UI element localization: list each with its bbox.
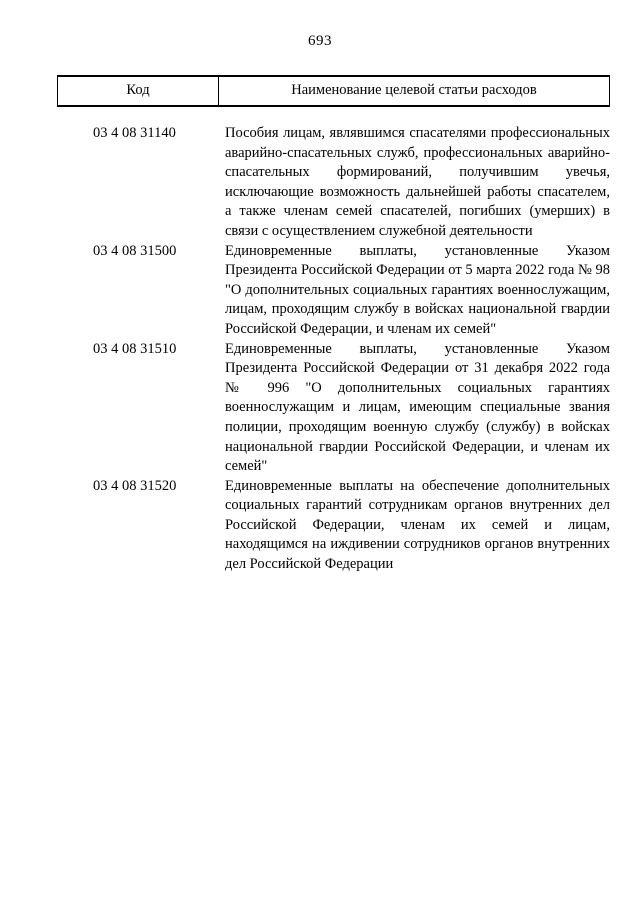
row-code: 03 4 08 31520 bbox=[93, 477, 177, 494]
table-row bbox=[57, 477, 610, 575]
table-body bbox=[57, 124, 610, 575]
table-row bbox=[57, 124, 610, 242]
row-description: Единовременные выплаты, установленные Указом Президента Российской Федерации от 31 декабря 2022 года № 996 "О дополнительных социальных гарантиях военнослужащим и лицам, имеющим специальные звания полиции, проходящим военную службу (службу) в войсках национальной гвардии Российской Федерации, и членам их семей" bbox=[225, 340, 610, 475]
table-row bbox=[57, 340, 610, 477]
row-code: 03 4 08 31500 bbox=[93, 242, 177, 259]
row-description: Единовременные выплаты, установленные Указом Президента Российской Федерации от 5 марта 2022 года № 98 "О дополнительных социальных гарантиях военнослужащим, лицам, проходящим службу в войсках национальной гвардии Российской Федерации, и членам их семей" bbox=[225, 242, 610, 337]
row-code: 03 4 08 31140 bbox=[93, 125, 176, 141]
row-code: 03 4 08 31510 bbox=[93, 340, 177, 357]
table-header-row bbox=[57, 75, 610, 107]
column-header-code: Код bbox=[58, 77, 219, 105]
column-header-name: Наименование целевой статьи расходов bbox=[291, 82, 537, 98]
page-number: 693 bbox=[308, 33, 332, 49]
table-row bbox=[57, 242, 610, 340]
row-description: Пособия лицам, являвшимся спасателями профессиональных аварийно-спасательных служб, профессиональных аварийно-спасательных формирований, получившим увечья, исключающие возможность дальнейшей работы спасателем, а также членам семей спасателей, погибших (умерших) в связи с осуществлением служебной деятельности bbox=[225, 125, 610, 239]
expenditure-table bbox=[57, 75, 610, 575]
row-description: Единовременные выплаты на обеспечение дополнительных социальных гарантий сотрудникам органов внутренних дел Российской Федерации, членам их семей и лицам, находящимся на иждивении сотрудников органов внутренних дел Российской Федерации bbox=[225, 477, 610, 573]
